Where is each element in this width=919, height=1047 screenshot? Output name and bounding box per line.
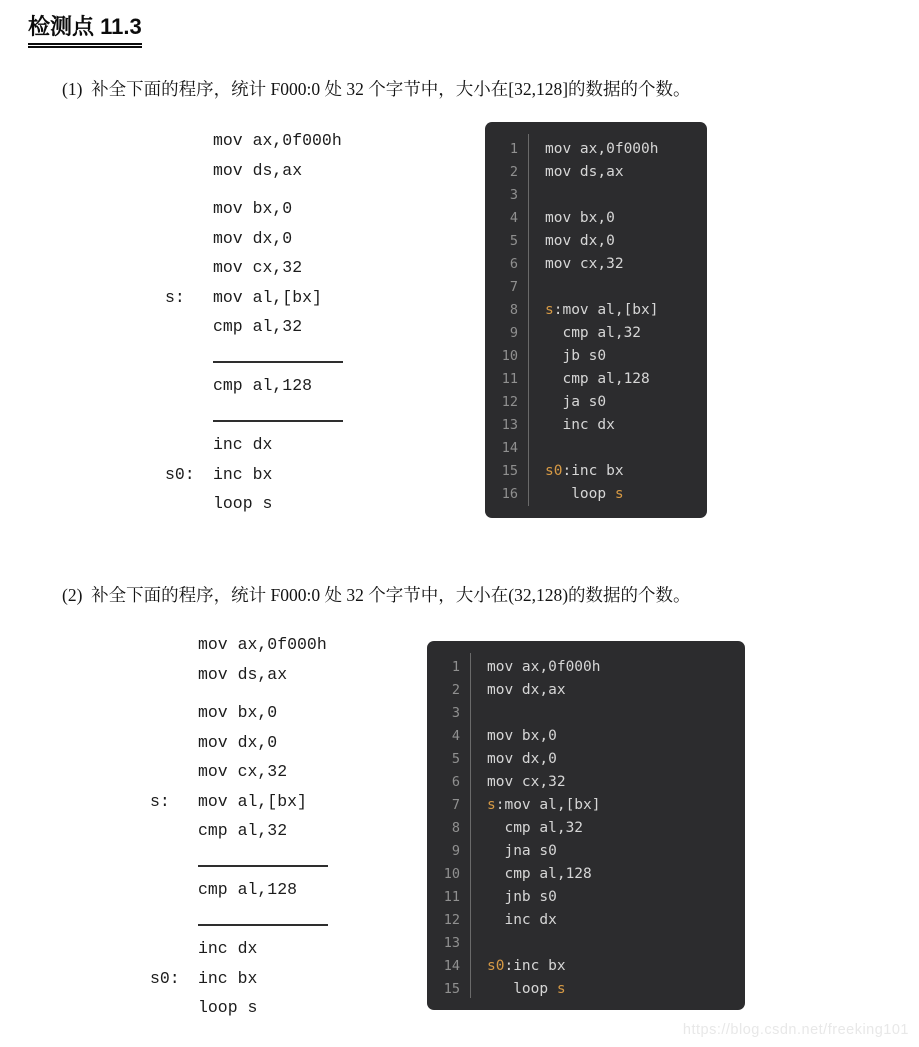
editor-code-line [427,977,745,1000]
asm-instruction: cmp al,32 [198,821,288,841]
printed-code-line [165,489,343,519]
editor-code-line [485,298,707,321]
line-number: 13 [501,416,518,433]
editor-code-text: s:mov al,[bx] [487,796,601,813]
editor-code-text: mov bx,0 [487,727,557,744]
asm-instruction: inc bx [198,968,258,988]
line-number: 2 [509,163,518,180]
printed-code-line [165,253,343,283]
asm-instruction: cmp al,32 [213,317,303,337]
editor-code-text: loop s [545,485,624,502]
editor-code-line [485,229,707,252]
editor-code-line [427,655,745,678]
editor-code-text: s:mov al,[bx] [545,301,659,318]
editor-code-line [427,816,745,839]
line-number: 1 [451,658,460,675]
editor-code-line [427,885,745,908]
editor-code-text: mov cx,32 [487,773,566,790]
printed-code-line [150,728,328,758]
line-number: 11 [443,888,460,905]
editor-code-line [485,344,707,367]
editor-code-line [485,275,707,298]
editor-code-line [485,482,707,505]
line-number: 13 [443,934,460,951]
editor-code-text: mov cx,32 [545,255,624,272]
editor-code-text: cmp al,128 [545,370,650,387]
editor-code-line [485,137,707,160]
editor-code-line [485,390,707,413]
label-highlight: s [614,485,624,502]
line-number: 3 [451,704,460,721]
editor-code-text: mov ax,0f000h [545,140,659,157]
editor-code-text: inc dx [487,911,557,928]
editor-code-line [485,160,707,183]
asm-label: s: [165,287,185,307]
editor-code-line [427,908,745,931]
printed-code-line [150,630,328,660]
asm-instruction: mov ds,ax [198,664,288,684]
fill-in-blank-line [150,846,328,876]
line-number: 15 [501,462,518,479]
editor-code-line [485,206,707,229]
label-highlight: s [545,301,554,318]
line-number: 10 [443,865,460,882]
problem-1-text: (1) 补全下面的程序，统计 F000:0 处 32 个字节中，大小在[32,128]的数据的个数。 [62,79,691,99]
asm-instruction: inc bx [213,464,273,484]
editor-code-text: mov ds,ax [545,163,624,180]
asm-instruction: mov al,[bx] [213,287,322,307]
editor-code-text: cmp al,32 [487,819,584,836]
printed-code-line [150,993,328,1023]
label-highlight: s [556,980,566,997]
editor-code-line [427,724,745,747]
asm-instruction: mov bx,0 [213,199,293,219]
line-number: 16 [501,485,518,502]
asm-label: s0: [150,968,180,988]
problem-2-text: (2) 补全下面的程序，统计 F000:0 处 32 个字节中，大小在(32,128)的数据的个数。 [62,585,691,605]
line-number: 12 [501,393,518,410]
line-number: 7 [509,278,518,295]
code-editor-screenshot-1 [485,122,707,518]
asm-instruction: inc dx [213,435,273,455]
editor-code-text: s0:inc bx [545,462,624,479]
asm-instruction: mov al,[bx] [198,791,307,811]
blank-underline [198,846,328,867]
editor-code-line [427,931,745,954]
asm-instruction: mov bx,0 [198,703,278,723]
code-editor-screenshot-2 [427,641,745,1010]
editor-code-line [427,747,745,770]
asm-instruction: cmp al,128 [198,880,298,900]
asm-instruction: mov ax,0f000h [198,635,327,655]
printed-code-2 [150,630,328,1023]
editor-code-line [485,183,707,206]
printed-code-line [165,460,343,490]
editor-code-line [427,793,745,816]
line-number: 2 [451,681,460,698]
editor-code-text: jna s0 [487,842,557,859]
printed-code-line [165,156,343,186]
editor-code-text: mov dx,0 [545,232,615,249]
editor-code-line [427,862,745,885]
editor-code-line [485,459,707,482]
editor-code-text: cmp al,32 [545,324,642,341]
asm-instruction: cmp al,128 [213,376,313,396]
printed-code-line [150,757,328,787]
line-number: 3 [509,186,518,203]
fill-in-blank-line [165,342,343,372]
editor-code-text: inc dx [545,416,615,433]
line-number: 10 [501,347,518,364]
line-number: 14 [501,439,518,456]
editor-code-text: cmp al,128 [487,865,592,882]
line-number: 5 [509,232,518,249]
editor-code-text: jnb s0 [487,888,557,905]
line-number: 7 [451,796,460,813]
editor-code-text: mov bx,0 [545,209,615,226]
editor-code-line [427,954,745,977]
printed-code-line [150,934,328,964]
asm-instruction: mov dx,0 [213,228,293,248]
label-highlight: s0 [487,957,505,974]
line-number: 5 [451,750,460,767]
asm-instruction: loop s [198,998,258,1018]
printed-code-line [165,126,343,156]
asm-instruction: mov cx,32 [198,762,288,782]
editor-code-text: ja s0 [545,393,607,410]
printed-code-line [165,371,343,401]
asm-instruction: mov ds,ax [213,160,303,180]
printed-vertical-gap [165,185,343,194]
editor-code-text: mov dx,ax [487,681,566,698]
fill-in-blank-line [150,905,328,935]
line-number: 4 [509,209,518,226]
asm-label: s0: [165,464,195,484]
printed-code-line [165,430,343,460]
printed-code-line [150,698,328,728]
editor-code-text: jb s0 [545,347,607,364]
line-number: 12 [443,911,460,928]
line-number: 15 [443,980,460,997]
printed-code-line [150,787,328,817]
editor-code-text: mov ax,0f000h [487,658,601,675]
line-number: 4 [451,727,460,744]
line-number: 1 [509,140,518,157]
printed-code-line [150,660,328,690]
printed-code-line [165,194,343,224]
printed-vertical-gap [150,689,328,698]
editor-code-line [427,770,745,793]
editor-code-text: s0:inc bx [487,957,566,974]
editor-code-line [485,367,707,390]
printed-code-line [165,224,343,254]
printed-code-line [150,964,328,994]
asm-instruction: mov dx,0 [198,732,278,752]
line-number: 9 [451,842,460,859]
printed-code-line [165,312,343,342]
asm-instruction: mov cx,32 [213,258,303,278]
printed-code-line [150,875,328,905]
printed-code-line [150,816,328,846]
editor-code-text: loop s [487,980,566,997]
line-number: 6 [451,773,460,790]
asm-instruction: inc dx [198,939,258,959]
fill-in-blank-line [165,401,343,431]
label-highlight: s0 [545,462,563,479]
editor-code-text: mov dx,0 [487,750,557,767]
editor-code-line [485,413,707,436]
line-number: 8 [509,301,518,318]
blank-underline [198,905,328,926]
line-number: 9 [509,324,518,341]
line-number: 8 [451,819,460,836]
editor-code-line [485,436,707,459]
blank-underline [213,342,343,363]
editor-code-line [485,252,707,275]
label-highlight: s [487,796,496,813]
editor-code-line [427,678,745,701]
editor-code-line [427,839,745,862]
editor-code-line [485,321,707,344]
blank-underline [213,401,343,422]
page-title: 检测点 11.3 [28,10,142,48]
printed-code-1 [165,126,343,519]
line-number: 14 [443,957,460,974]
asm-instruction: loop s [213,494,273,514]
csdn-watermark: https://blog.csdn.net/freeking101 [682,1022,909,1038]
line-number: 6 [509,255,518,272]
asm-instruction: mov ax,0f000h [213,131,342,151]
line-number: 11 [501,370,518,387]
editor-code-line [427,701,745,724]
asm-label: s: [150,791,170,811]
printed-code-line [165,283,343,313]
